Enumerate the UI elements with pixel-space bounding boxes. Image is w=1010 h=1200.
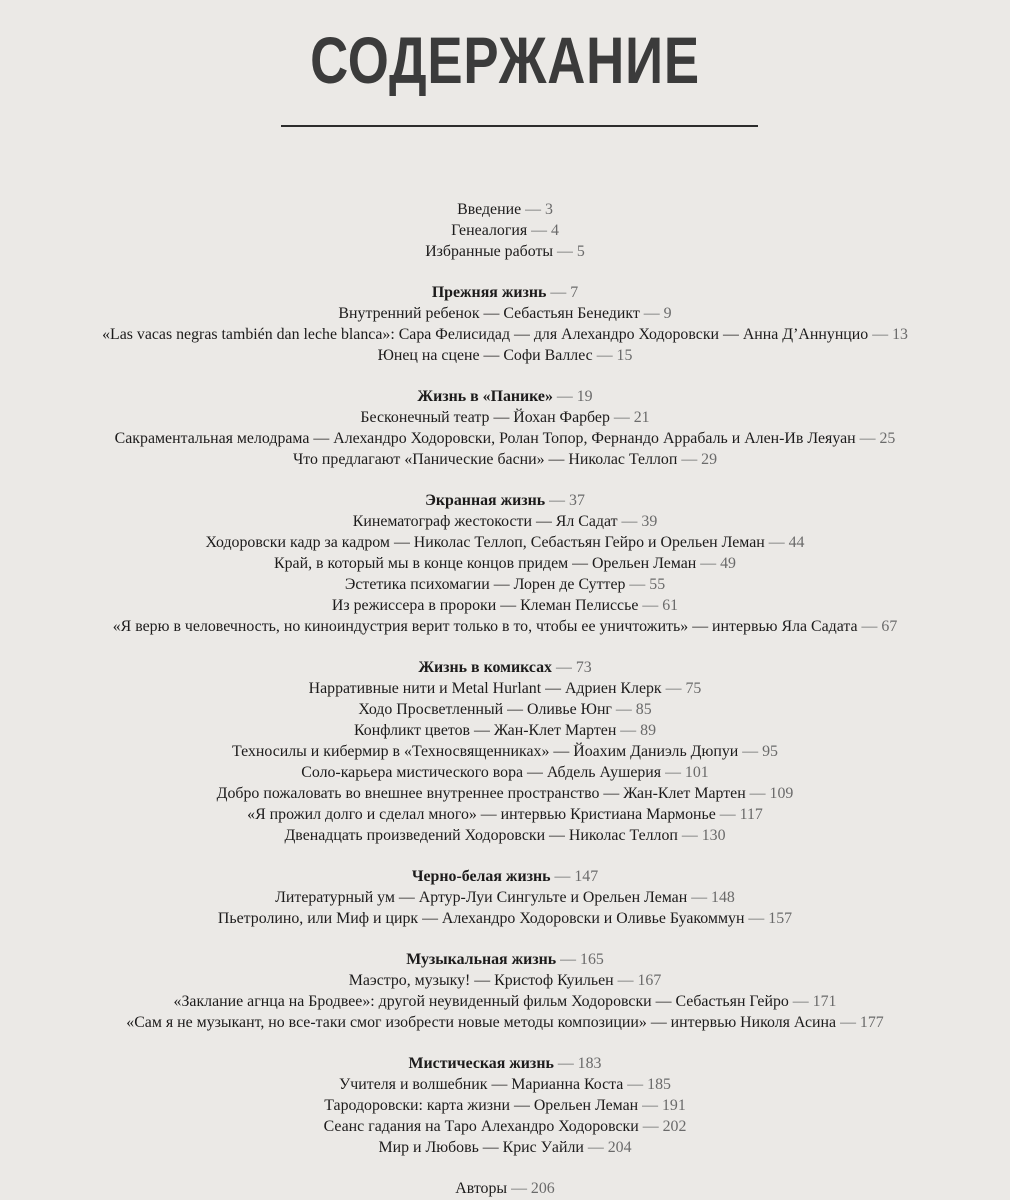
entry-page-number: 177 — [859, 1014, 884, 1031]
entry-separator: — — [557, 243, 573, 260]
toc-entry — [0, 991, 1010, 1012]
entry-page-number: 55 — [649, 576, 666, 593]
entry-separator: — — [642, 1097, 658, 1114]
toc-entry — [0, 199, 1010, 220]
entry-separator: — — [742, 743, 759, 760]
toc-entry — [0, 783, 1010, 804]
entry-separator: — — [749, 785, 766, 802]
toc-entry — [0, 741, 1010, 762]
entry-page-number: 29 — [701, 451, 718, 468]
entry-page-number: 13 — [892, 326, 908, 343]
entry-separator: — — [840, 1014, 856, 1031]
section-title: Мистическая жизнь — [408, 1055, 554, 1072]
entry-page-number: 117 — [739, 806, 763, 823]
entry-page-number: 191 — [661, 1097, 686, 1114]
entry-title: Техносилы и кибермир в «Техносвященниках» — Йоахим Даниэль Дюпуи — [232, 743, 739, 760]
entry-page-number: 148 — [711, 889, 735, 906]
entry-title: Сакраментальная мелодрама — Алехандро Ходоровски, Ролан Топор, Фернандо Аррабаль и Ален-Ив Леяуан — [114, 430, 856, 447]
toc-section — [0, 1053, 1010, 1158]
entry-page-number: 15 — [616, 347, 633, 364]
entry-title: Бесконечный театр — Йохан Фарбер — [360, 409, 610, 426]
entry-separator: — — [587, 1139, 604, 1156]
toc-entry — [0, 1116, 1010, 1137]
entry-separator: — — [556, 388, 573, 405]
entry-separator: — — [861, 618, 878, 635]
toc-entry — [0, 407, 1010, 428]
entry-title: Добро пожаловать во внешнее внутреннее пространство — Жан-Клет Мартен — [216, 785, 746, 802]
section-heading — [0, 866, 1010, 887]
entry-separator: — — [531, 222, 548, 239]
entry-page-number: 4 — [550, 222, 559, 239]
section-title: Прежняя жизнь — [431, 284, 547, 301]
section-title: Жизнь в «Панике» — [417, 388, 553, 405]
toc-entry — [0, 574, 1010, 595]
entry-separator: — — [560, 951, 577, 968]
toc-entry — [0, 449, 1010, 470]
entry-separator: — — [700, 555, 717, 572]
toc-entry — [0, 532, 1010, 553]
entry-page-number: 89 — [640, 722, 657, 739]
entry-separator: — — [549, 492, 566, 509]
section-heading — [0, 949, 1010, 970]
entry-title: Введение — [457, 201, 522, 218]
section-heading — [0, 1053, 1010, 1074]
title-divider — [281, 125, 758, 127]
entry-page-number: 67 — [881, 618, 898, 635]
entry-separator: — — [665, 764, 681, 781]
entry-title: «Заклание агнца на Бродвее»: другой неувиденный фильм Ходоровски — Себастьян Гейро — [173, 993, 789, 1010]
entry-page-number: 3 — [544, 201, 553, 218]
entry-separator: — — [681, 451, 698, 468]
section-title: Экранная жизнь — [425, 492, 546, 509]
entry-separator: — — [621, 513, 638, 530]
toc-section — [0, 490, 1010, 637]
section-heading — [0, 490, 1010, 511]
toc-entry — [0, 804, 1010, 825]
entry-page-number: 5 — [576, 243, 585, 260]
entry-separator: — — [511, 1180, 527, 1197]
entry-page-number: 73 — [575, 659, 592, 676]
entry-title: Край, в который мы в конце концов придем — Орельен Леман — [274, 555, 697, 572]
entry-page-number: 165 — [580, 951, 604, 968]
entry-page-number: 37 — [569, 492, 585, 509]
entry-page-number: 130 — [701, 827, 726, 844]
toc-entry — [0, 428, 1010, 449]
entry-separator: — — [768, 534, 785, 551]
entry-title: Что предлагают «Панические басни» — Николас Теллоп — [292, 451, 678, 468]
entry-separator: — — [719, 806, 736, 823]
entry-title: Маэстро, музыку! — Кристоф Куильен — [348, 972, 614, 989]
toc-section — [0, 282, 1010, 366]
toc-entry — [0, 324, 1010, 345]
toc-entry — [0, 908, 1010, 929]
entry-separator: — — [681, 827, 698, 844]
toc-entry — [0, 220, 1010, 241]
entry-page-number: 147 — [574, 868, 599, 885]
entry-separator: — — [557, 1055, 574, 1072]
entry-page-number: 183 — [577, 1055, 602, 1072]
entry-page-number: 61 — [662, 597, 679, 614]
entry-separator: — — [642, 597, 659, 614]
entry-title: Избранные работы — [425, 243, 554, 260]
entry-separator: — — [613, 409, 630, 426]
entry-separator: — — [872, 326, 889, 343]
entry-page-number: 75 — [685, 680, 702, 697]
entry-page-number: 95 — [762, 743, 778, 760]
entry-separator: — — [525, 201, 541, 218]
toc-section — [0, 386, 1010, 470]
toc-section — [0, 949, 1010, 1033]
entry-separator: — — [691, 889, 708, 906]
entry-title: Внутренний ребенок — Себастьян Бенедикт — [338, 305, 640, 322]
entry-title: Литературный ум — Артур-Луи Сингульте и Орельен Леман — [275, 889, 688, 906]
intro-block — [0, 199, 1010, 262]
entry-page-number: 202 — [662, 1118, 687, 1135]
entry-title: «Сам я не музыкант, но все-таки смог изобрести новые методы композиции» — интервью Николя Асина — [126, 1014, 837, 1031]
toc-entry — [0, 825, 1010, 846]
entry-page-number: 7 — [570, 284, 579, 301]
entry-title: Кинематограф жестокости — Ял Садат — [352, 513, 618, 530]
section-heading — [0, 282, 1010, 303]
entry-page-number: 206 — [530, 1180, 555, 1197]
entry-separator: — — [642, 1118, 659, 1135]
toc-entry — [0, 699, 1010, 720]
toc-entry — [0, 241, 1010, 262]
entry-separator: — — [550, 284, 567, 301]
entry-title: Авторы — [455, 1180, 508, 1197]
entry-title: Соло-карьера мистического вора — Абдель Аушерия — [301, 764, 662, 781]
entry-separator: — — [792, 993, 809, 1010]
entry-separator: — — [596, 347, 613, 364]
entry-title: «Я прожил долго и сделал много» — интервью Кристиана Мармонье — [247, 806, 716, 823]
entry-title: Учителя и волшебник — Марианна Коста — [339, 1076, 624, 1093]
section-title: Музыкальная жизнь — [406, 951, 557, 968]
entry-title: Пьетролино, или Миф и цирк — Алехандро Ходоровски и Оливье Буакоммун — [217, 910, 745, 927]
entry-title: Мир и Любовь — Крис Уайли — [378, 1139, 584, 1156]
section-title: Черно-белая жизнь — [411, 868, 551, 885]
section-title: Жизнь в комиксах — [418, 659, 552, 676]
entry-title: Ходо Просветленный — Оливье Юнг — [358, 701, 612, 718]
toc-entry — [0, 1095, 1010, 1116]
toc-entry — [0, 553, 1010, 574]
toc-entry — [0, 345, 1010, 366]
toc-entry — [0, 595, 1010, 616]
entry-page-number: 25 — [879, 430, 896, 447]
entry-separator: — — [615, 701, 632, 718]
entry-title: «Las vacas negras también dan leche blanca»: Сара Фелисидад — для Алехандро Ходоровски — Анна Д’Аннунцио — [102, 326, 869, 343]
entry-page-number: 109 — [769, 785, 794, 802]
toc-entry — [0, 887, 1010, 908]
entry-title: «Я верю в человечность, но киноиндустрия верит только в то, чтобы ее уничтожить» — интервью Яла Садата — [112, 618, 858, 635]
entry-title: Двенадцать произведений Ходоровски — Николас Теллоп — [284, 827, 678, 844]
entry-page-number: 157 — [768, 910, 793, 927]
entry-page-number: 167 — [637, 972, 662, 989]
toc-entry — [0, 303, 1010, 324]
entry-separator: — — [643, 305, 660, 322]
entry-title: Ходоровски кадр за кадром — Николас Теллоп, Себастьян Гейро и Орельен Леман — [205, 534, 765, 551]
toc-entry — [0, 1137, 1010, 1158]
entry-page-number: 171 — [812, 993, 837, 1010]
entry-separator: — — [629, 576, 646, 593]
entry-title: Генеалогия — [451, 222, 528, 239]
entry-separator: — — [620, 722, 637, 739]
entry-title: Нарративные нити и Metal Hurlant — Адриен Клерк — [308, 680, 662, 697]
toc-entry — [0, 720, 1010, 741]
entry-title: Сеанс гадания на Таро Алехандро Ходоровски — [323, 1118, 639, 1135]
entry-page-number: 9 — [663, 305, 672, 322]
toc-section — [0, 866, 1010, 929]
entry-separator: — — [627, 1076, 644, 1093]
entry-page-number: 204 — [607, 1139, 632, 1156]
entry-page-number: 39 — [641, 513, 658, 530]
entry-separator: — — [555, 659, 572, 676]
section-heading — [0, 657, 1010, 678]
toc-section — [0, 657, 1010, 846]
entry-separator: — — [617, 972, 634, 989]
entry-separator: — — [665, 680, 682, 697]
section-heading — [0, 386, 1010, 407]
entry-page-number: 185 — [647, 1076, 671, 1093]
entry-title: Тародоровски: карта жизни — Орельен Леман — [324, 1097, 639, 1114]
toc-entry — [0, 762, 1010, 783]
entry-page-number: 49 — [720, 555, 736, 572]
entry-separator: — — [554, 868, 571, 885]
toc-entry — [0, 1074, 1010, 1095]
toc-entry — [0, 970, 1010, 991]
toc-entry — [0, 678, 1010, 699]
toc-entry — [0, 616, 1010, 637]
toc-entry — [0, 1012, 1010, 1033]
entry-title: Конфликт цветов — Жан-Клет Мартен — [353, 722, 617, 739]
entry-page-number: 21 — [633, 409, 650, 426]
authors-entry — [0, 1178, 1010, 1199]
entry-page-number: 44 — [788, 534, 805, 551]
entry-page-number: 19 — [576, 388, 593, 405]
entry-title: Из режиссера в пророки — Клеман Пелиссье — [331, 597, 639, 614]
page-title: СОДЕРЖАНИЕ — [310, 23, 700, 97]
entry-separator: — — [859, 430, 876, 447]
table-of-contents — [0, 199, 1010, 1199]
entry-separator: — — [748, 910, 765, 927]
entry-title: Эстетика психомагии — Лорен де Суттер — [344, 576, 626, 593]
entry-page-number: 101 — [684, 764, 709, 781]
entry-title: Юнец на сцене — Софи Валлес — [377, 347, 593, 364]
toc-entry — [0, 511, 1010, 532]
entry-page-number: 85 — [635, 701, 652, 718]
